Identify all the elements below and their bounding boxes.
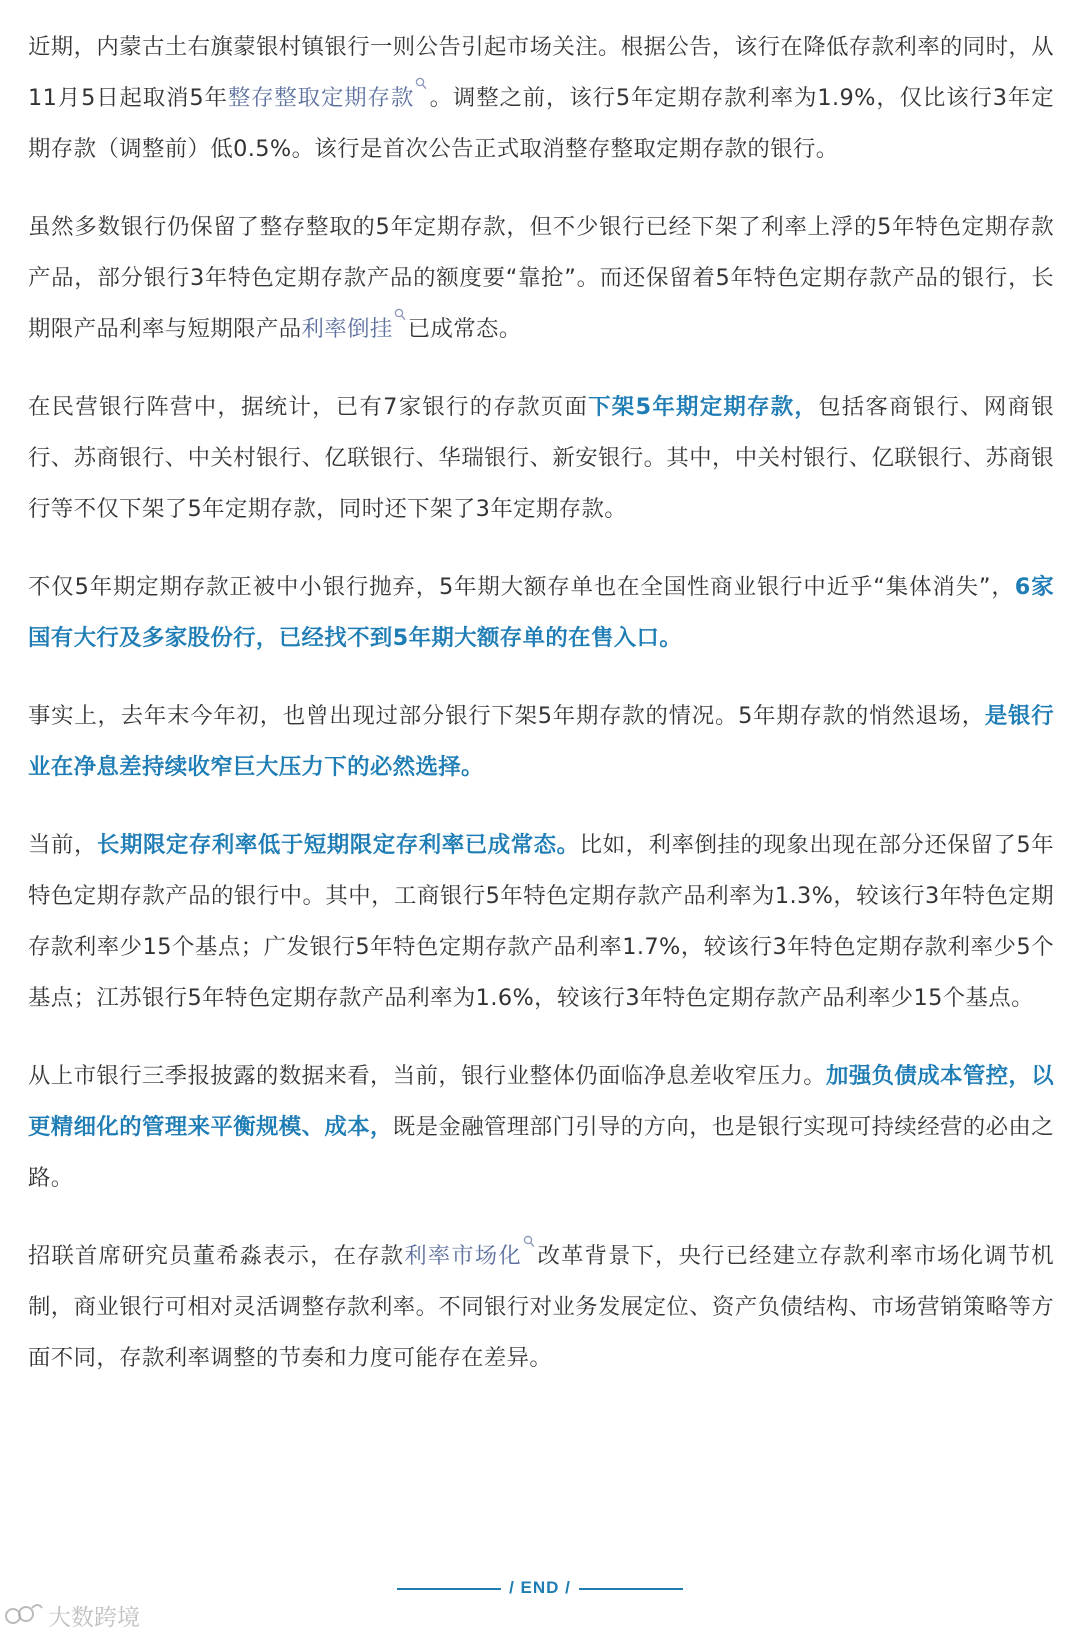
search-icon[interactable] (415, 81, 427, 97)
paragraph-6-text-a: 当前， (28, 832, 97, 858)
paragraph-8-text-a: 招联首席研究员董希淼表示，在存款 (28, 1243, 405, 1269)
paragraph-5-highlight: 是银行业在净息差持续收窄巨大压力下的必然选择。 (28, 703, 1054, 780)
paragraph-3-highlight: 下架5年期定期存款， (588, 394, 819, 420)
paragraph-1 (28, 22, 1054, 175)
search-icon[interactable] (394, 312, 406, 328)
paragraph-5 (28, 691, 1054, 793)
search-icon[interactable] (523, 1239, 535, 1255)
search-link-rate-marketization[interactable]: 利率市场化 (404, 1243, 522, 1269)
search-link-rate-inversion[interactable]: 利率倒挂 (301, 316, 393, 342)
paragraph-3-text-a: 在民营银行阵营中，据统计，已有7家银行的存款页面 (28, 394, 589, 420)
paragraph-7-highlight: 加强负债成本管控，以更精细化的管理来平衡规模、成本， (28, 1063, 1055, 1140)
paragraph-6-text-b: 比如，利率倒挂的现象出现在部分还保留了5年特色定期存款产品的银行中。其中，工商银行5年特色定期存款产品利率为1.3%，较该行3年特色定期存款利率少15个基点；广发银行5年特色定期存款产品利率1.7%，较该行3年特色定期存款利率少5个基点；江苏银行5年特色定期存款产品利率为1.6%，较该行3年特色定期存款产品利率少15个基点。 (28, 832, 1054, 1011)
paragraph-6 (28, 820, 1054, 1024)
article-body (28, 22, 1054, 1411)
search-link-fixed-deposit[interactable]: 整存整取定期存款 (227, 85, 415, 111)
paragraph-3-text-b: 包括客商银行、网商银行、苏商银行、中关村银行、亿联银行、华瑞银行、新安银行。其中，中关村银行、亿联银行、苏商银行等不仅下架了5年定期存款，同时还下架了3年定期存款。 (28, 394, 1054, 522)
paragraph-1-text-a: 近期，内蒙古土右旗蒙银村镇银行一则公告引起市场关注。根据公告，该行在降低存款利率的同时，从11月5日起取消5年 (28, 34, 1054, 111)
watermark (4, 1598, 140, 1632)
end-divider (0, 1578, 1080, 1598)
paragraph-7 (28, 1051, 1054, 1204)
paragraph-6-highlight: 长期限定存利率低于短期限定存利率已成常态。 (96, 832, 580, 858)
paragraph-2-text-b: 已成常态。 (407, 316, 522, 342)
end-label: / END / (509, 1578, 571, 1597)
paragraph-8-text-b: 改革背景下，央行已经建立存款利率市场化调节机制，商业银行可相对灵活调整存款利率。不同银行对业务发展定位、资产负债结构、市场营销策略等方面不同，存款利率调整的节奏和力度可能存在差异。 (28, 1243, 1054, 1371)
end-divider-line-right (579, 1588, 683, 1590)
watermark-text: 大数跨境 (48, 1604, 140, 1631)
paragraph-7-text-b: 既是金融管理部门引导的方向，也是银行实现可持续经营的必由之路。 (28, 1114, 1054, 1191)
paragraph-2 (28, 202, 1054, 355)
paragraph-3 (28, 382, 1054, 535)
paragraph-4 (28, 562, 1054, 664)
end-divider-line-left (397, 1588, 501, 1590)
paragraph-4-highlight: 6家国有大行及多家股份行，已经找不到5年期大额存单的在售入口。 (28, 574, 1054, 651)
paragraph-5-text-a: 事实上，去年末今年初，也曾出现过部分银行下架5年期存款的情况。5年期存款的悄然退场， (28, 703, 985, 729)
paragraph-4-text-a: 不仅5年期定期存款正被中小银行抛弃，5年期大额存单也在全国性商业银行中近乎“集体消失”， (28, 574, 1015, 600)
watermark-logo-icon (4, 1600, 44, 1630)
paragraph-7-text-a: 从上市银行三季报披露的数据来看，当前，银行业整体仍面临净息差收窄压力。 (28, 1063, 827, 1089)
paragraph-8 (28, 1231, 1054, 1384)
paragraph-2-text-a: 虽然多数银行仍保留了整存整取的5年定期存款，但不少银行已经下架了利率上浮的5年特色定期存款产品，部分银行3年特色定期存款产品的额度要“靠抢”。而还保留着5年特色定期存款产品的银行，长期限产品利率与短期限产品 (28, 214, 1054, 342)
paragraph-1-text-b: 。调整之前，该行5年定期存款利率为1.9%，仅比该行3年定期存款（调整前）低0.5%。该行是首次公告正式取消整存整取定期存款的银行。 (28, 85, 1055, 162)
